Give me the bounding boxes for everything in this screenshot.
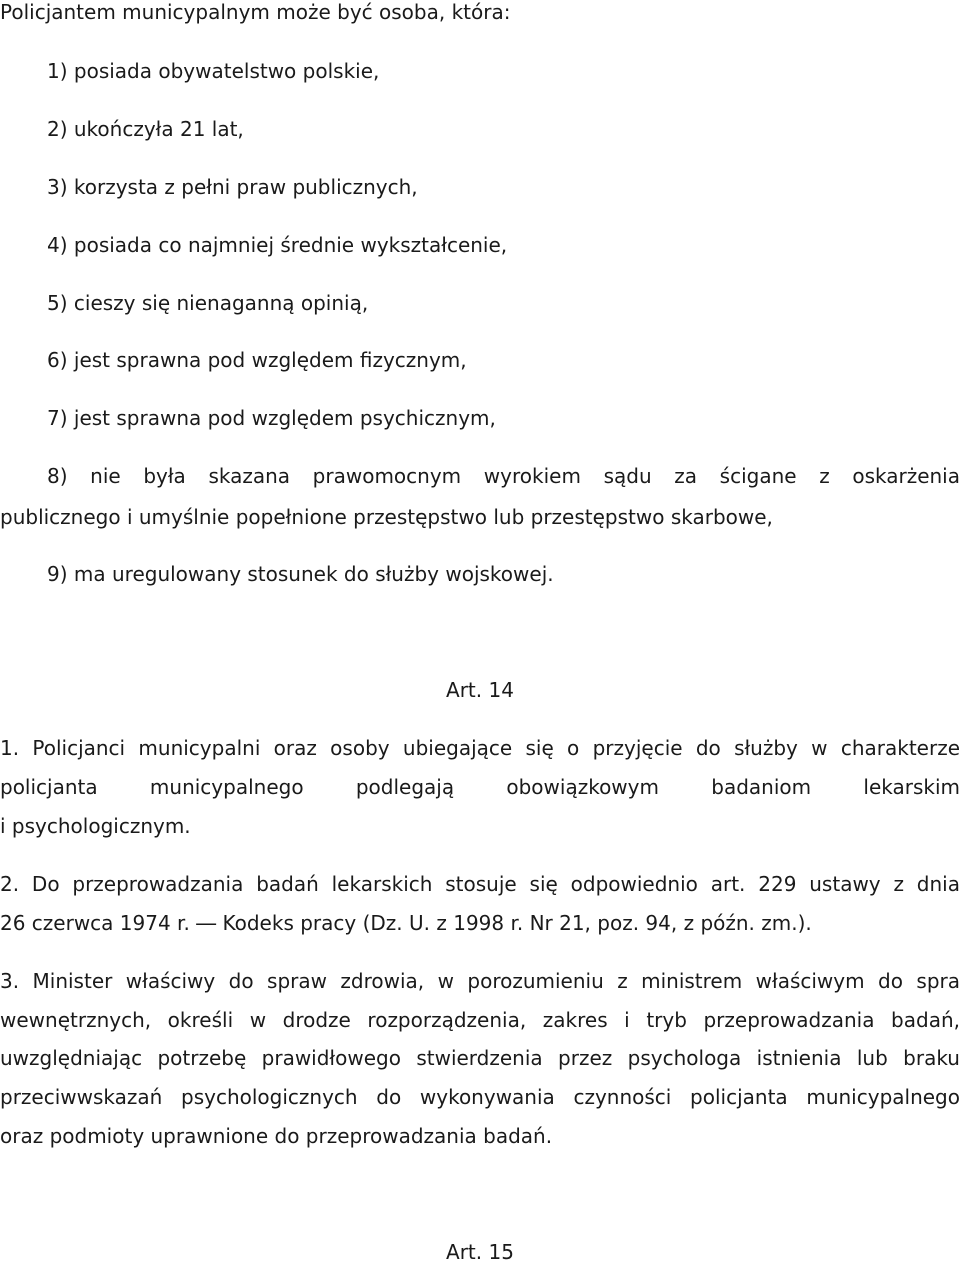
intro-text: Policjantem municypalnym może być osoba, która: xyxy=(0,0,511,24)
list-item: 7) jest sprawna pod względem psychicznym, xyxy=(47,406,496,430)
art14-para2-line: 26 czerwca 1974 r. ― Kodeks pracy (Dz. U. z 1998 r. Nr 21, poz. 94, z późn. zm.). xyxy=(0,911,812,935)
list-item: 6) jest sprawna pod względem fizycznym, xyxy=(47,348,467,372)
list-item-8-line1: 8) nie była skazana prawomocnym wyrokiem sądu za ścigane z oskarżenia xyxy=(47,464,960,488)
list-item: 4) posiada co najmniej średnie wykształcenie, xyxy=(47,233,508,257)
art14-para3-line: uwzględniając potrzebę prawidłowego stwierdzenia przez psychologa istnienia lub braku xyxy=(0,1046,960,1070)
article-14-heading: Art. 14 xyxy=(446,678,514,702)
list-item: 1) posiada obywatelstwo polskie, xyxy=(47,59,380,83)
art14-para3-line: oraz podmioty uprawnione do przeprowadzania badań. xyxy=(0,1124,553,1148)
art14-para1-line: policjanta municypalnego podlegają obowiązkowym badaniom lekarskim xyxy=(0,775,960,799)
list-item-9: 9) ma uregulowany stosunek do służby wojskowej. xyxy=(47,562,554,586)
list-item: 3) korzysta z pełni praw publicznych, xyxy=(47,175,418,199)
list-item: 5) cieszy się nienaganną opinią, xyxy=(47,291,369,315)
list-item: 2) ukończyła 21 lat, xyxy=(47,117,244,141)
art14-para3-line: wewnętrznych, określi w drodze rozporządzenia, zakres i tryb przeprowadzania badań, xyxy=(0,1008,960,1032)
art14-para2-line: 2. Do przeprowadzania badań lekarskich stosuje się odpowiednio art. 229 ustawy z dnia xyxy=(0,872,960,896)
list-item-8-line2: publicznego i umyślnie popełnione przestępstwo lub przestępstwo skarbowe, xyxy=(0,505,773,529)
article-15-heading: Art. 15 xyxy=(446,1240,514,1264)
art14-para1-line: i psychologicznym. xyxy=(0,814,191,838)
art14-para1-line: 1. Policjanci municypalni oraz osoby ubiegające się o przyjęcie do służby w charakterze xyxy=(0,736,960,760)
art14-para3-line: przeciwwskazań psychologicznych do wykonywania czynności policjanta municypalnego xyxy=(0,1085,960,1109)
art14-para3-line: 3. Minister właściwy do spraw zdrowia, w porozumieniu z ministrem właściwym do spra xyxy=(0,969,960,993)
